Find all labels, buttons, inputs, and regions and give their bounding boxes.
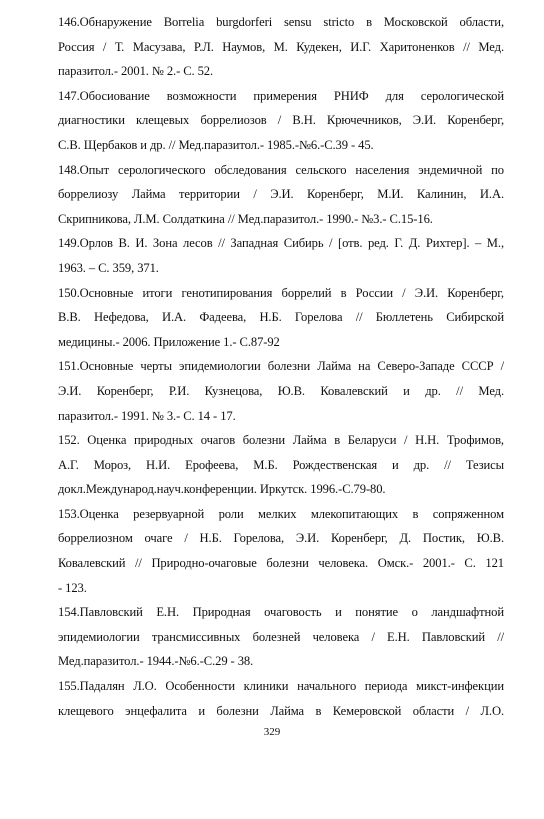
reference-line: паразитол.- 1991. № 3.- С. 14 - 17. <box>58 408 236 423</box>
reference-line: 151.Основные черты эпидемиологии болезни Лайма на Северо-Западе СССР / <box>58 359 504 374</box>
reference-line: 150.Основные итоги генотипирования боррелий в России / Э.И. Коренберг, <box>58 285 504 300</box>
reference-entry-152 <box>58 428 504 502</box>
reference-line: 147.Обосиование возможности примерения РНИФ для серологической <box>58 88 504 103</box>
reference-entry-148 <box>58 158 504 232</box>
reference-line: боррелиозу Лайма территории / Э.И. Коренберг, М.И. Калинин, И.А. <box>58 187 504 202</box>
reference-line: Мед.паразитол.- 1944.-№6.-С.29 - 38. <box>58 654 254 669</box>
page-number: 329 <box>263 726 281 738</box>
reference-line: В.В. Нефедова, И.А. Фадеева, Н.Б. Горелова // Бюллетень Сибирской <box>58 310 504 325</box>
reference-entry-146 <box>58 10 504 84</box>
reference-line: А.Г. Мороз, Н.И. Ерофеева, М.Б. Рождественская и др. // Тезисы <box>58 457 504 472</box>
reference-line: 153.Оценка резервуарной роли мелких млекопитающих в сопряженном <box>58 506 504 521</box>
reference-line: клещевого энцефалита и болезни Лайма в Кемеровской области / Л.О. <box>58 703 504 718</box>
reference-list <box>58 10 504 723</box>
reference-line: Россия / Т. Масузава, Р.Л. Наумов, М. Кудекен, И.Г. Харитоненков // Мед. <box>58 39 504 54</box>
reference-entry-155 <box>58 674 504 723</box>
reference-line: Э.И. Коренберг, Р.И. Кузнецова, Ю.В. Ковалевский и др. // Мед. <box>58 383 504 398</box>
reference-line: 148.Опыт серологического обследования сельского населения эндемичной по <box>58 162 504 177</box>
reference-entry-150 <box>58 281 504 355</box>
reference-line: эпидемиологии трансмиссивных болезней человека / Е.Н. Павловский // <box>58 629 504 644</box>
reference-line: Ковалевский // Природно-очаговые болезни человека. Омск.- 2001.- С. 121 <box>58 556 504 571</box>
reference-line: 146.Обнаружение Borrelia burgdorferi sensu stricto в Московской области, <box>58 15 504 29</box>
reference-line: Скрипникова, Л.М. Солдаткина // Мед.паразитол.- 1990.- №3.- С.15-16. <box>58 211 433 226</box>
reference-line: 155.Падалян Л.О. Особенности клиники начального периода микст-инфекции <box>58 679 504 694</box>
reference-line: 149.Орлов В. И. Зона лесов // Западная Сибирь / [отв. ред. Г. Д. Рихтер]. – М., <box>58 236 504 251</box>
reference-line: 1963. – С. 359, 371. <box>58 260 159 275</box>
reference-entry-151 <box>58 354 504 428</box>
reference-line: медицины.- 2006. Приложение 1.- С.87-92 <box>58 334 280 349</box>
reference-line: паразитол.- 2001. № 2.- С. 52. <box>58 64 214 79</box>
reference-line: - 123. <box>58 580 87 595</box>
reference-line: С.В. Щербаков и др. // Мед.паразитол.- 1985.-№6.-С.39 - 45. <box>58 137 374 152</box>
reference-line: 152. Оценка природных очагов болезни Лайма в Беларуси / Н.Н. Трофимов, <box>58 433 504 448</box>
reference-entry-153 <box>58 502 504 600</box>
reference-entry-154 <box>58 600 504 674</box>
reference-line: диагностики клещевых боррелиозов / В.Н. Крючечников, Э.И. Коренберг, <box>58 113 504 128</box>
reference-entry-147 <box>58 84 504 158</box>
reference-line: докл.Международ.науч.конференции. Иркутск. 1996.-С.79-80. <box>58 482 386 497</box>
reference-entry-149 <box>58 231 504 280</box>
reference-line: боррелиозном очаге / Н.Б. Горелова, Э.И. Коренберг, Д. Постик, Ю.В. <box>58 531 504 546</box>
reference-line: 154.Павловский Е.Н. Природная очаговость и понятие о ландшафтной <box>58 605 504 620</box>
